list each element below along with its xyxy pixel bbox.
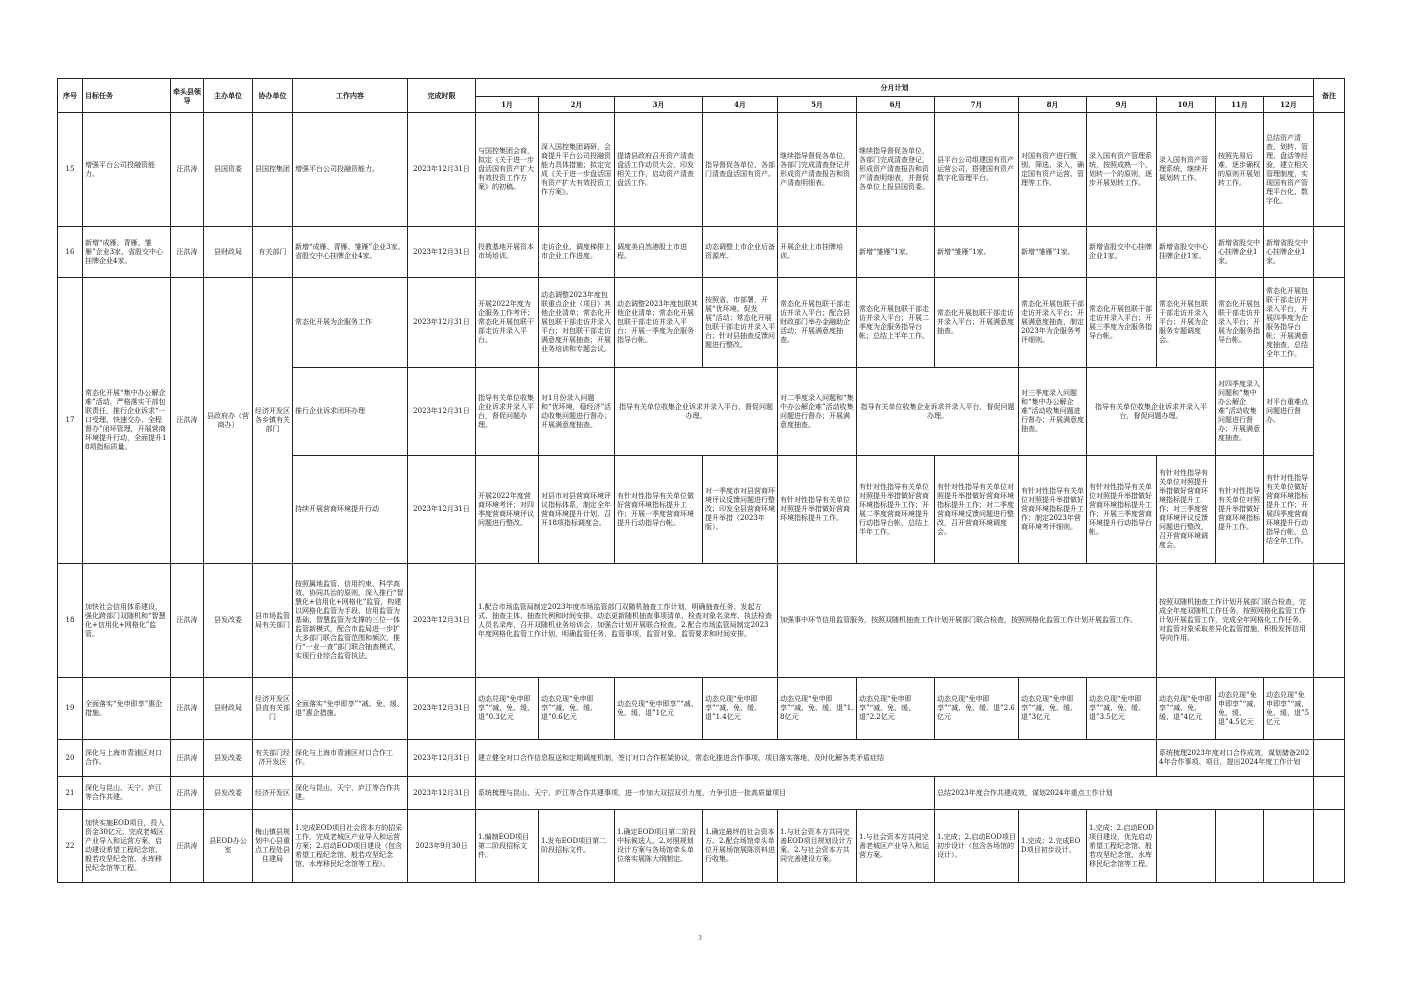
row-lead-unit: 县财政局 [204, 678, 253, 740]
month-cell: 常态化开展包联干部走访并录入平台；配合县财政部门举办金融助企活动；开展满意度抽查。 [778, 278, 857, 368]
month-cell-merged: 指导有关单位收集企业诉求并录入平台，督促问题办理。 [615, 368, 778, 456]
row-note [1314, 810, 1345, 883]
month-cell: 动态调整上市企业后备资源库。 [703, 227, 778, 278]
month-cell: 对三季度录入问题和“集中办公解企难”活动收集问题进行督办；开展满意度抽查。 [1019, 368, 1087, 456]
month-cell: 有针对性指导有关单位对照提升举措做好营商环境指标提升工作。 [1216, 456, 1264, 564]
row-leader: 汪洪涛 [171, 564, 204, 678]
header-month: 2月 [539, 97, 615, 113]
row-content: 1.完成EOD项目社会资本方的招采工作，完成老城区产业导入和运营方案；2.启动EOD项目建设（包含希望工程纪念馆、般若攻坚纪念馆、水库移民纪念馆等工程）。 [293, 810, 408, 883]
row-leader: 汪洪涛 [171, 777, 204, 810]
header-deadline: 完成时限 [408, 79, 476, 113]
month-cell: 继续指导督促各单位，各部门完成清查登记并形成资产清查报告和资产清查明细表。 [778, 113, 857, 227]
month-cell: 对四季度录入问题和“集中办公解企难”活动收集问题进行督办；开展满意度抽查。 [1216, 368, 1264, 456]
row-task: 深化与上海市青浦区对口合作。 [83, 740, 171, 777]
month-cell: 有针对性指导有关单位对照提升举措做好营商环境指标提升工作；开展三季度营商环境提升行动指导台帐。 [1087, 456, 1157, 564]
month-cell: 有针对性指导有关单位做好营商环境指标提升工作；开展四季度营商环境提升行动指导台帐，总结全年工作。 [1264, 456, 1314, 564]
header-month: 11月 [1216, 97, 1264, 113]
month-cell: 动态兑现“免申即享”“减、免、缓、退”2.2亿元 [857, 678, 935, 740]
month-cell: 1.与社会资本方共同完善EOD项目规划设计方案。2.与社会资本方共同完善建设方案。 [778, 810, 857, 883]
table-row [58, 740, 1345, 777]
row-deadline: 2023年12月31日 [408, 278, 476, 368]
page-number: 3 [698, 935, 702, 942]
month-cell: 有针对性指导有关单位对照提升举措做好营商环境指标提升工作；对三季度营商环境评议反馈问题进行整改，召开营商环境调度会。 [1157, 456, 1216, 564]
row-note [1314, 278, 1345, 564]
row-note [1314, 678, 1345, 740]
month-cell: 总结资产清查、划转、管理、盘活等经验，建立相关管理制度，实现国有资产管理平台化、数字化。 [1264, 113, 1314, 227]
header-month: 4月 [703, 97, 778, 113]
header-leader: 牵头县领导 [171, 79, 204, 113]
row-leader: 汪洪涛 [171, 678, 204, 740]
row-assist-unit: 有关部门 [253, 227, 293, 278]
row-content: 按照属地监管、信用约束、科学高效、协同共治的原则，深入推行“智慧化+信用化+网格化”监管，构建以网格化监管为手段、信用监管为基础，智慧监管为支撑的三位一体监管新模式，配合市监局进一步扩大多部门联合监管范围和频次，推行“一业一查”部门联合抽查模式，实现行业综合监管执法。 [293, 564, 408, 678]
row-task: 深化与昆山、天宁、庐江等合作共建。 [83, 777, 171, 810]
month-cell: 常态化开展包联干部走访并录入平台；开展二季度为企服务指导台帐；总结上半年工作。 [857, 278, 935, 368]
month-cell: 1.完成；2.完成EOD项目初步设计。 [1019, 810, 1087, 883]
month-cell: 新增“雏雁”1家。 [935, 227, 1019, 278]
row-assist-unit: 经济开发区 [253, 777, 293, 810]
month-cell: 新增省股交中心挂牌企业1家。 [1216, 227, 1264, 278]
table-row [58, 564, 1345, 678]
month-cell: 1.发布EOD项目第二阶段招标文件。 [539, 810, 615, 883]
monthly-plan-table [57, 78, 1345, 883]
month-cell: 调度美自然港股上市进程。 [615, 227, 703, 278]
month-cell: 有针对性指导有关单位对照提升举措做好营商环境指标提升工作。 [778, 456, 857, 564]
row-content: 常态化开展为企服务工作 [293, 278, 408, 368]
month-cell: 按照先易后难，逐步确权的原则开展划转工作。 [1216, 113, 1264, 227]
row-content: 深化与上海市青浦区对口合作工作。 [293, 740, 408, 777]
month-cell: 投教基地开展资本市场培训。 [476, 227, 539, 278]
month-cell: 按照省、市部署，开展“优环境、促发展”活动；常态化开展包联干部走访并录入平台；针对县抽查反馈问题进行整改。 [703, 278, 778, 368]
month-cell: 新增省股交中心挂牌企业1家。 [1264, 227, 1314, 278]
month-cell: 对一季度市对县营商环境评议反馈问题进行整改；印发全县营商环境提升举措（2023年版）。 [703, 456, 778, 564]
row-lead-unit: 县政府办（营商办） [204, 278, 253, 564]
row-lead-unit: 县发改委 [204, 564, 253, 678]
header-lead-unit: 主办单位 [204, 79, 253, 113]
row-task: 常态化开展“集中办公解企难”活动，严格落实干部包联责任，推行企业诉求“一口受理、快速交办、全程督办”闭环管理，开展营商环境提升行动，全面提升18项指标质量。 [83, 278, 171, 564]
header-month: 7月 [935, 97, 1019, 113]
month-cell-merged: 指导有关单位收集企业诉求并录入平台，督促问题办理。 [1087, 368, 1216, 456]
row-content: 推行企业诉求闭环办理 [293, 368, 408, 456]
row-assist-unit: 经济开发区各乡镇有关部门 [253, 278, 293, 564]
month-cell [1264, 810, 1314, 883]
row-note [1314, 564, 1345, 678]
row-lead-unit: 县EOD办公室 [204, 810, 253, 883]
month-cell-merged: 系统梳理与昆山、天宁、庐江等合作共建事项，进一步加大双招双引力度，力争引进一批高质量项目 [476, 777, 935, 810]
row-seq: 17 [58, 278, 83, 564]
row-deadline: 2023年12月31日 [408, 678, 476, 740]
month-cell: 动态兑现“免申即享”“减、免、缓、退”4亿元 [1157, 678, 1216, 740]
row-deadline: 2023年12月31日 [408, 564, 476, 678]
month-cell: 动态兑现“免申即享”“减、免、缓、退”1亿元 [615, 678, 703, 740]
row-note [1314, 227, 1345, 278]
month-cell-merged: 1.配合市场监管局制定2023年度市场监管部门双随机抽查工作计划，明确抽查任务、发起方式、抽查主体、抽查比例和时间安排。动态更新随机抽查事项清单、检查对象名录库、执法检查人员名录库，召开双随机业务培训会，加强合计划开展联合检查。2.配合市场监管局制定2023年度网格化监管工作计划，明确监管任务、监管事项、监管对象、监管要求和时间安排。 [476, 564, 778, 678]
month-cell: 常态化开展包联干部走访并录入平台；开展满意度抽查。 [935, 278, 1019, 368]
table-row [58, 777, 1345, 810]
month-cell-merged: 系统梳理2023年度对口合作成效，谋划储备2024年合作事项、项目，提出2024年度工作计划 [1157, 740, 1314, 777]
row-task: 增强平台公司投融资能力。 [83, 113, 171, 227]
row-seq: 16 [58, 227, 83, 278]
table-row [58, 810, 1345, 883]
month-cell-merged: 建立健全对口合作信息报送和定期调度机制，签订对口合作框架协议，常态化推进合作事项、项目落实落地，及时化解各类矛盾症结 [476, 740, 1157, 777]
row-leader: 汪洪涛 [171, 113, 204, 227]
month-cell: 走访企业，调度梯排上市企业工作进度。 [539, 227, 615, 278]
header-monthly-plan: 分月计划 [476, 79, 1314, 97]
header-note: 备注 [1314, 79, 1345, 113]
month-cell: 对平台重难点问题进行督办。 [1264, 368, 1314, 456]
month-cell-merged: 按照双随机抽查工作计划开展部门联合检查，完成全年度双随机工作任务，按照网格化监管工作计划开展监管工作，完成全年网格化工作任务。对监管对象采取差异化监管措施，积极发挥信用导向作用。 [1157, 564, 1314, 678]
row-deadline: 2023年12月31日 [408, 777, 476, 810]
row-deadline: 2023年12月31日 [408, 227, 476, 278]
header-content: 工作内容 [293, 79, 408, 113]
header-assist-unit: 协办单位 [253, 79, 293, 113]
row-deadline: 2023年9月30日 [408, 810, 476, 883]
month-cell: 常态化开展包联干部走访并录入平台；开展满意度抽查，制定2023年为企服务考评细则。 [1019, 278, 1087, 368]
month-cell: 1.与社会资本方共同完善老城区产业导入和运营方案。 [857, 810, 935, 883]
header-row [58, 79, 1345, 97]
month-cell: 录入国有资产管理系统，继续开展划转工作。 [1157, 113, 1216, 227]
row-note [1314, 113, 1345, 227]
month-cell: 对县市对县营商环境评议指标体系，制定全年营商环境提升计划，召开18项指标调度会。 [539, 456, 615, 564]
row-seq: 20 [58, 740, 83, 777]
row-task: 全面落实“免申即享”惠企措施。 [83, 678, 171, 740]
month-cell: 常态化开展包联干部走访并录入平台，开展四季度为企服务指导台帐；开展满意度抽查，总结全年工作。 [1264, 278, 1314, 368]
row-content: 增强平台公司投融资能力。 [293, 113, 408, 227]
header-month: 1月 [476, 97, 539, 113]
month-cell: 动态兑现“免申即享”“减、免、缓、退”5亿元 [1264, 678, 1314, 740]
month-cell: 对国有资产进行甄别、筛选、录入，确定国有资产运营、管理等工作。 [1019, 113, 1087, 227]
month-cell: 动态兑现“免申即享”“减、免、缓、退”0.6亿元 [539, 678, 615, 740]
row-content: 持续开展营商环境提升行动 [293, 456, 408, 564]
month-cell: 1.完成；2.启动EOD项目初步设计（包含各场馆的设计）。 [935, 810, 1019, 883]
month-cell: 新增省股交中心挂牌企业1家。 [1157, 227, 1216, 278]
month-cell: 动态兑现“免申即享”“减、免、缓、退”1.4亿元 [703, 678, 778, 740]
month-cell-merged: 指导有关单位收集企业诉求并录入平台，督促问题办理。 [857, 368, 1019, 456]
month-cell: 有针对性指导有关单位对照提升举措做好营商环境指标提升工作；对二季度营商环境反馈问题进行整改，召开营商环境调度会。 [935, 456, 1019, 564]
month-cell: 有针对性指导有关单位做好营商环境指标提升工作；开展一季度营商环境提升行动指导台帐。 [615, 456, 703, 564]
row-lead-unit: 县财政局 [204, 227, 253, 278]
header-month: 9月 [1087, 97, 1157, 113]
row-task: 加快实施EOD项目，投入资金30亿元，完成老城区产业导入和运营方案，启动建设希望工程纪念馆、般若攻坚纪念馆、水库移民纪念馆等工程。 [83, 810, 171, 883]
row-seq: 19 [58, 678, 83, 740]
table-row [58, 278, 1345, 368]
row-leader: 汪洪涛 [171, 740, 204, 777]
header-month: 12月 [1264, 97, 1314, 113]
row-lead-unit: 县发改委 [204, 740, 253, 777]
month-cell: 对1月份录入问题和“优环境，稳经济”活动收集问题进行督办；开展满意度抽查。 [539, 368, 615, 456]
month-cell: 新增省股交中心挂牌企业1家。 [1087, 227, 1157, 278]
table-row [58, 227, 1345, 278]
row-task: 新增“成雁、青雁、雏雁”企业3家、省股交中心挂牌企业4家。 [83, 227, 171, 278]
month-cell: 动态调整2023年度包联重点企业（项目）其他企业清单；常态化开展包联干部走访并录入平台；对包联干部走访满意度开展抽查；开展业务培训和专题会议。 [539, 278, 615, 368]
row-leader: 汪洪涛 [171, 810, 204, 883]
header-seq: 序号 [58, 79, 83, 113]
row-assist-unit: 有关部门经济开发区 [253, 740, 293, 777]
month-cell: 动态兑现“免申即享”“减、免、缓、退”2.6亿元 [935, 678, 1019, 740]
row-deadline: 2023年12月31日 [408, 368, 476, 456]
table-row [58, 113, 1345, 227]
month-cell: 县平台公司组建国有资产运营公司，搭建国有资产数字化管理平台。 [935, 113, 1019, 227]
row-lead-unit: 县发改委 [204, 777, 253, 810]
row-deadline: 2023年12月31日 [408, 113, 476, 227]
header-month: 5月 [778, 97, 857, 113]
month-cell: 开展企业上市挂牌培训。 [778, 227, 857, 278]
month-cell: 常态化开展包联干部走访并录入平台；开展三季度为企服务指导台帐。 [1087, 278, 1157, 368]
row-content: 新增“成雁、青雁、雏雁”企业3家、省股交中心挂牌企业4家。 [293, 227, 408, 278]
month-cell: 1.编制EOD项目第二阶段招标文件。 [476, 810, 539, 883]
month-cell-merged: 加强事中环节信用监管服务，按照双随机抽查工作计划开展部门联合检查，按照网格化监管工作计划开展监管工作。 [778, 564, 1157, 678]
month-cell-merged: 总结2023年度合作共建成效，谋划2024年重点工作计划 [935, 777, 1314, 810]
month-cell: 指导督促各单位、各部门清查盘活国有资产。 [703, 113, 778, 227]
header-month: 3月 [615, 97, 703, 113]
row-assist-unit: 县市场监管局有关部门 [253, 564, 293, 678]
month-cell: 有针对性指导有关单位对照提升举措做好营商环境指标提升工作；制定2023年营商环境考评细则。 [1019, 456, 1087, 564]
header-month: 10月 [1157, 97, 1216, 113]
month-cell: 对二季度录入问题和“集中办公解企难”活动收集问题进行督办；开展满意度抽查。 [778, 368, 857, 456]
row-leader: 汪洪涛 [171, 278, 204, 564]
row-assist-unit: 经济开发区县直有关部门 [253, 678, 293, 740]
month-cell: 开展2022年度为企服务工作考评；常态化开展包联干部走访并录入平台。 [476, 278, 539, 368]
header-month: 6月 [857, 97, 935, 113]
row-content: 深化与昆山、天宁、庐江等合作共建。 [293, 777, 408, 810]
row-assist-unit: 梅山镇县规划中心县重点工程处县住建局 [253, 810, 293, 883]
month-cell: 动态兑现“免申即享”“减、免、缓、退”4.5亿元 [1216, 678, 1264, 740]
month-cell: 1.确定EOD项目第二阶段中标候选人。2.对照规划设计方案与各场馆牵头单位落实展陈大纲制定。 [615, 810, 703, 883]
month-cell [1216, 810, 1264, 883]
month-cell: 指导有关单位收集企业诉求并录入平台，督促问题办理。 [476, 368, 539, 456]
month-cell: 1.确定最终的社会资本方。2.配合场馆牵头单位开展场馆展陈资料进行收集。 [703, 810, 778, 883]
header-task: 目标任务 [83, 79, 171, 113]
row-seq: 15 [58, 113, 83, 227]
month-cell: 动态兑现“免申即享”“减、免、缓、退”0.3亿元 [476, 678, 539, 740]
month-cell: 常态化开展包联干部走访并录入平台；开展为企服务专题调度会。 [1157, 278, 1216, 368]
header-month: 8月 [1019, 97, 1087, 113]
month-cell: 1.完成；2.启动EOD项目建设，优先启动希望工程纪念馆、般若攻坚纪念馆、水库移民纪念馆等工程。 [1087, 810, 1157, 883]
row-content: 全面落实“免申即享”“减、免、缓、退”惠企措施。 [293, 678, 408, 740]
month-cell: 常态化开展包联干部走访并录入平台；开展为企服务指导台帐。 [1216, 278, 1264, 368]
row-assist-unit: 县国控集团 [253, 113, 293, 227]
row-note [1314, 777, 1345, 810]
row-task: 加快社会信用体系建设，强化跨部门双随机和“智慧化+信用化+网格化”监管。 [83, 564, 171, 678]
month-cell: 录入国有资产管理系统，按照成熟一个、划转一个的原则，逐步开展划转工作。 [1087, 113, 1157, 227]
row-note [1314, 740, 1345, 777]
row-leader: 汪洪涛 [171, 227, 204, 278]
month-cell: 动态兑现“免申即享”“减、免、缓、退”3.5亿元 [1087, 678, 1157, 740]
row-seq: 21 [58, 777, 83, 810]
row-seq: 18 [58, 564, 83, 678]
month-cell: 动态兑现“免申即享”“减、免、缓、退”3亿元 [1019, 678, 1087, 740]
row-deadline: 2023年12月31日 [408, 740, 476, 777]
month-cell: 新增“雏雁”1家。 [857, 227, 935, 278]
month-cell [1157, 810, 1216, 883]
month-cell: 提请县政府召开资产清查盘活工作动员大会，印发相关工作，启动资产清查盘活工作。 [615, 113, 703, 227]
row-lead-unit: 县国资委 [204, 113, 253, 227]
month-cell: 与国控集团会商，拟定《关于进一步盘活国有资产扩大有效投资工作方案》的初稿。 [476, 113, 539, 227]
month-cell: 新增“雏雁”1家。 [1019, 227, 1087, 278]
month-cell: 动态调整2023年度包联其他企业清单；常态化开展包联干部走访并录入平台；开展一季度为企服务指导台帐。 [615, 278, 703, 368]
month-cell: 深入国控集团调研，会商提升平台公司投融资能力具体措施；拟定完成《关于进一步盘活国有资产扩大有效投资工作方案》。 [539, 113, 615, 227]
month-cell: 动态兑现“免申即享”“减、免、缓、退”1.8亿元 [778, 678, 857, 740]
row-seq: 22 [58, 810, 83, 883]
table-row [58, 678, 1345, 740]
month-cell: 有针对性指导有关单位对照提升举措做好营商环境指标提升工作；开展二季度营商环境提升行动指导台帐，总结上半年工作。 [857, 456, 935, 564]
row-deadline: 2023年12月31日 [408, 456, 476, 564]
month-cell: 开展2022年度营商环境考评；对四季度营商环境评议问题进行整改。 [476, 456, 539, 564]
month-cell: 继续指导督促各单位，各部门完成清查登记，形成资产清查报告和资产清查明细表，并督促各单位上报县国资委。 [857, 113, 935, 227]
